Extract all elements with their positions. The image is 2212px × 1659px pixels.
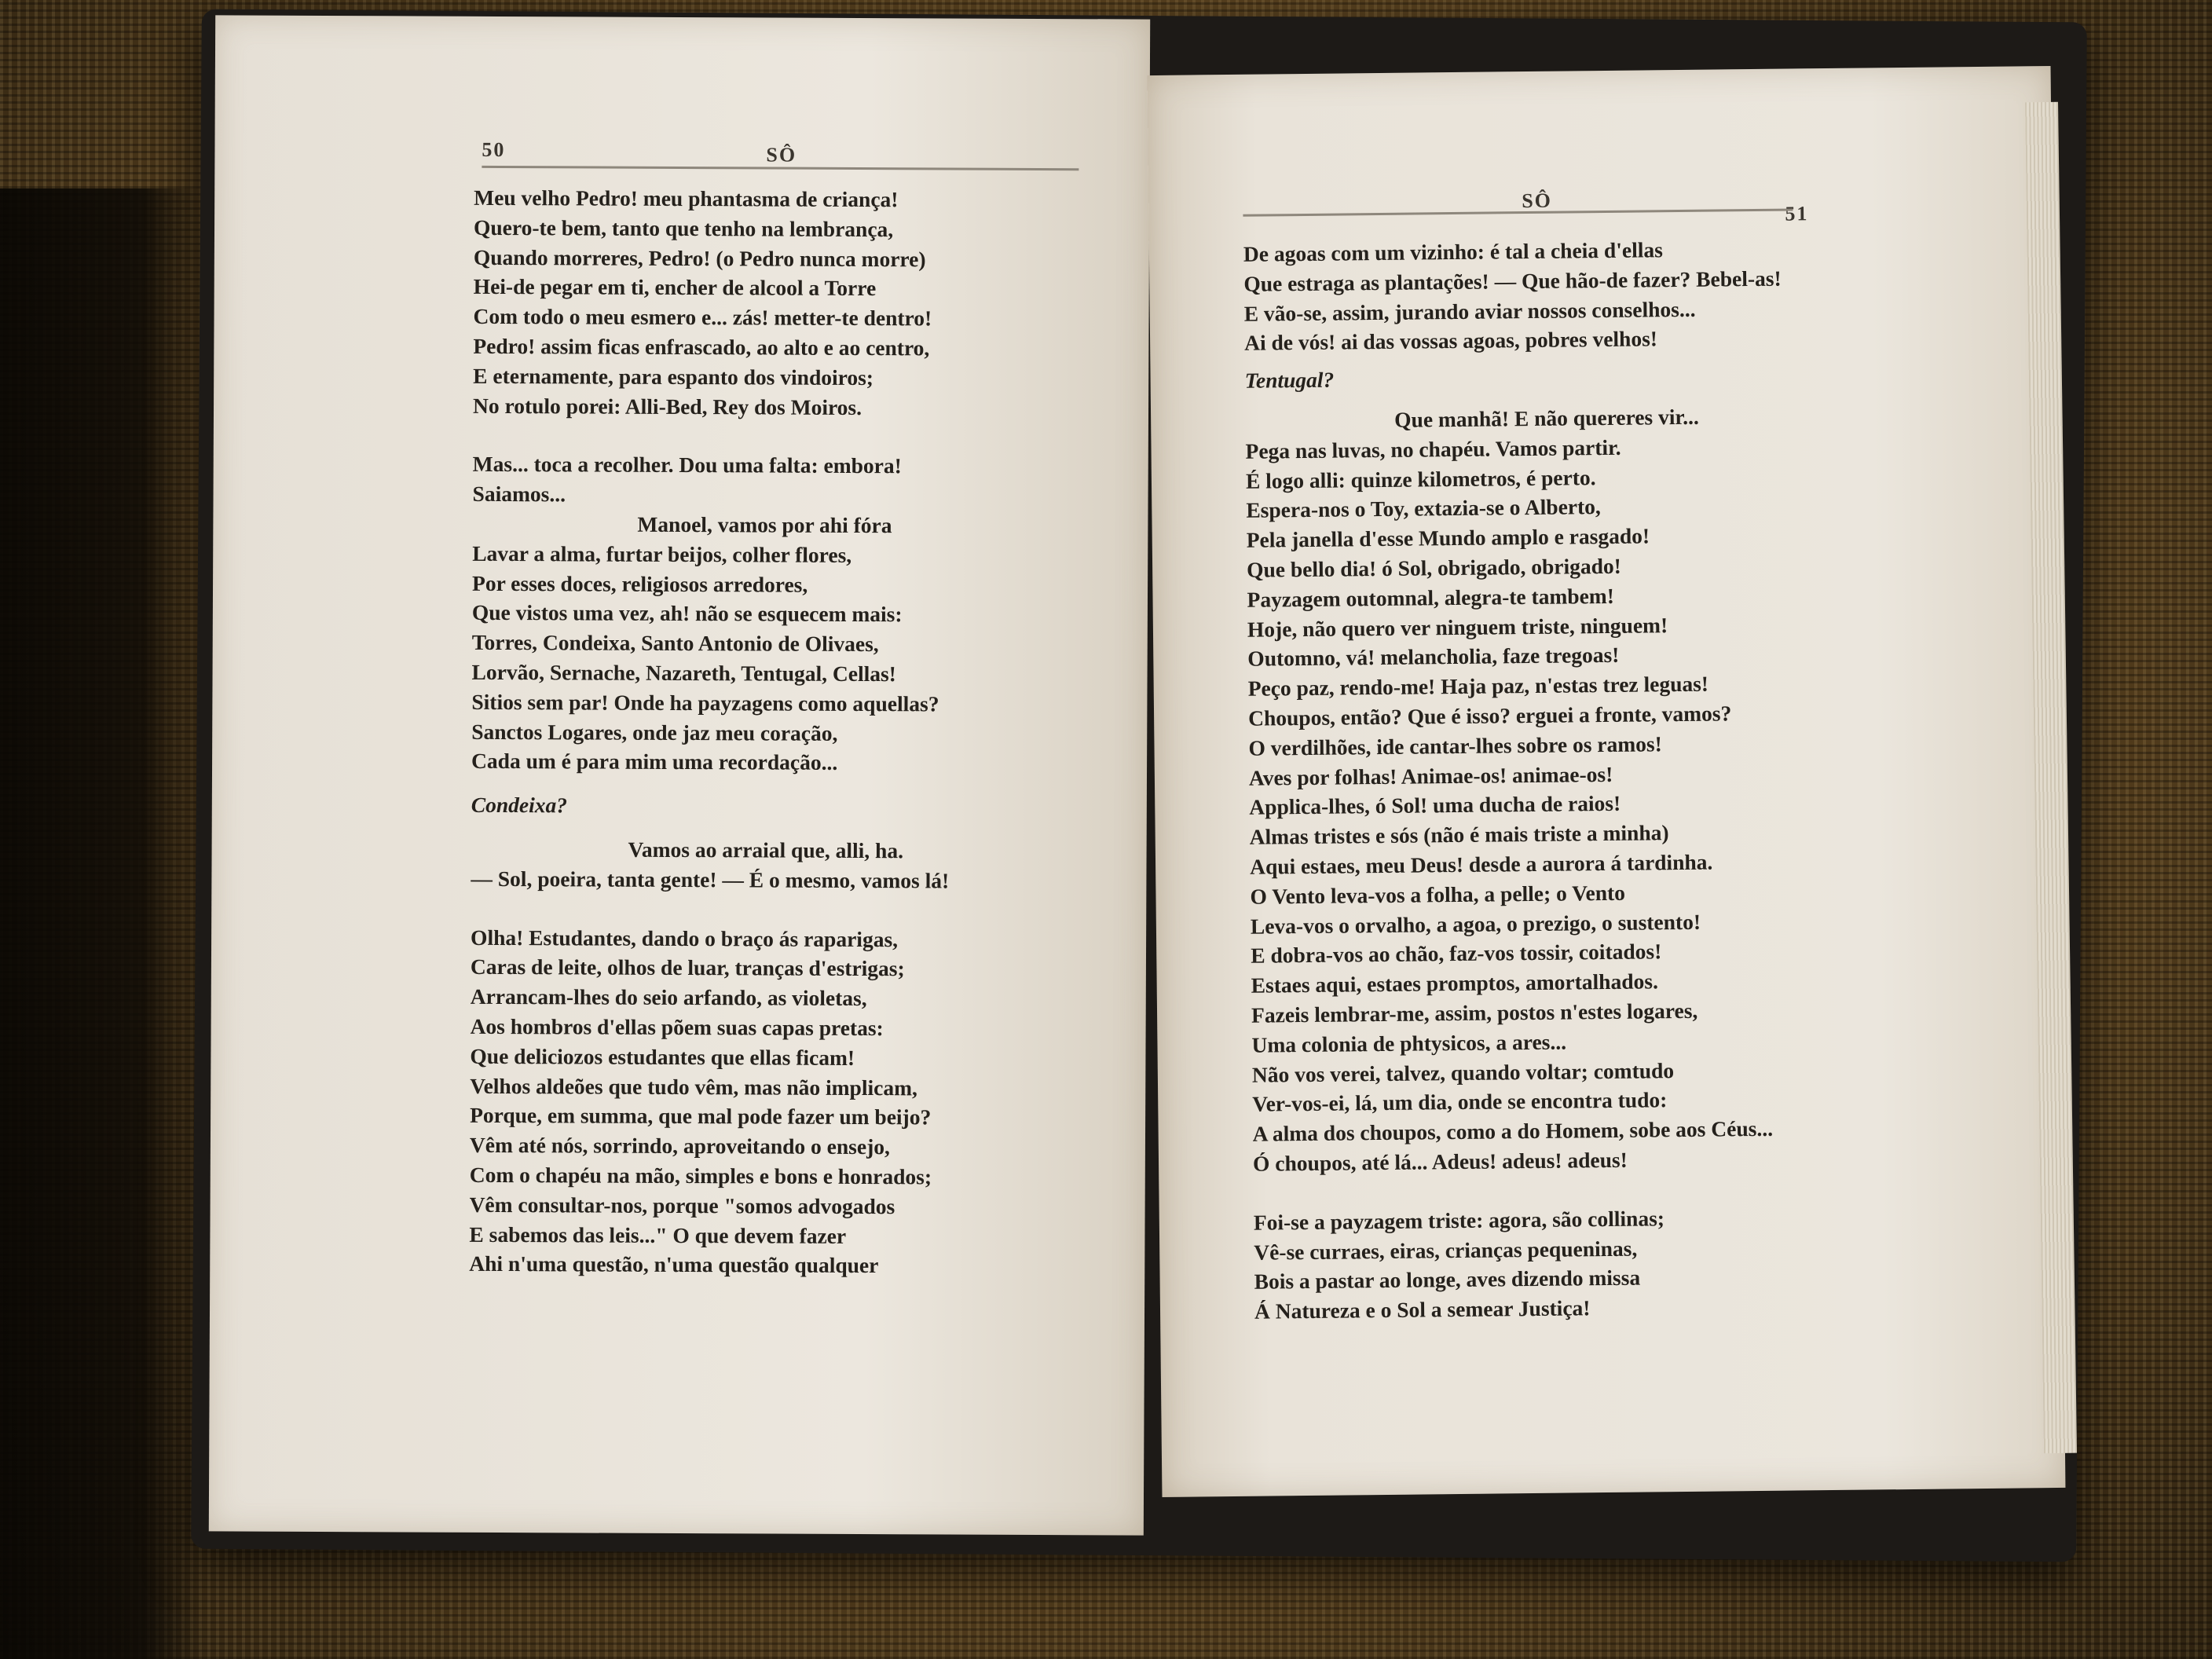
verse-line: Cada um é para mim uma recordação... — [471, 749, 838, 775]
verse-line: Ahi n'uma questão, n'uma questão qualquer — [469, 1251, 879, 1278]
verse-line: E eternamente, para espanto dos vindoiros; — [473, 363, 874, 390]
verse-line: Fazeis lembrar-me, assim, postos n'estes logares, — [1251, 998, 1698, 1027]
verse-line: No rotulo porei: Alli-Bed, Rey dos Moiros. — [472, 393, 862, 419]
verse-line: Com o chapéu na mão, simples e bons e honrados; — [469, 1162, 932, 1189]
verse-line: Que vistos uma vez, ah! não se esquecem mais: — [471, 600, 903, 627]
verse-line: Pega nas luvas, no chapéu. Vamos partir. — [1245, 434, 1621, 463]
verse-line: Torres, Condeixa, Santo Antonio de Olivaes, — [471, 630, 879, 657]
verse-line: Vêm consultar-nos, porque "somos advogados — [469, 1192, 895, 1218]
right-text — [1243, 231, 2040, 1326]
verse-line: Lavar a alma, furtar beijos, colher flores, — [472, 540, 852, 567]
verse-line: E dobra-vos ao chão, faz-vos tossir, coitados! — [1251, 939, 1662, 969]
verse-line: Outomno, vá! melancholia, faze tregoas! — [1247, 643, 1620, 672]
verse-line: Que deliciozos estudantes que ellas ficam! — [470, 1043, 855, 1070]
verse-line: Hei-de pegar em ti, encher de alcool a Torre — [473, 274, 877, 301]
verse-line: Foi-se a payzagem triste: agora, são collinas; — [1253, 1205, 1665, 1235]
verse-line: Vamos ao arraial que, alli, ha. — [628, 837, 904, 863]
verse-line: Sanctos Logares, onde jaz meu coração, — [471, 719, 838, 745]
verse-line: Não vos verei, talvez, quando voltar; comtudo — [1251, 1057, 1675, 1087]
verse-line: Porque, em summa, que mal pode fazer um beijo? — [470, 1103, 932, 1130]
running-head-left: SÔ — [766, 143, 797, 167]
verse-line: Payzagem outomnal, alegra-te tambem! — [1247, 583, 1615, 612]
section-title: Condeixa? — [471, 792, 568, 818]
left-text — [469, 183, 1126, 1282]
verse-line: É logo alli: quinze kilometros, é perto. — [1245, 464, 1596, 493]
verse-line: A alma dos choupos, como a do Homem, sobe aos Céus... — [1252, 1115, 1774, 1146]
verse-line: — Sol, poeira, tanta gente! — É o mesmo, vamos lá! — [471, 866, 950, 893]
verse-line: Que estraga as plantações! — Que hão-de fazer? Bebel-as! — [1243, 266, 1782, 296]
verse-line: Meu velho Pedro! meu phantasma de criança! — [474, 185, 899, 212]
verse-line: Com todo o meu esmero e... zás! metter-te dentro! — [473, 304, 932, 331]
table-shadow — [0, 189, 204, 1659]
section-title: Tentugal? — [1244, 367, 1335, 393]
verse-line: Ver-vos-ei, lá, um dia, onde se encontra tudo: — [1252, 1087, 1668, 1117]
verse-line: Caras de leite, olhos de luar, tranças d'estrigas; — [470, 954, 905, 981]
verse-line: Vêm até nós, sorrindo, aproveitando o ensejo, — [469, 1132, 890, 1159]
verse-line: Lorvão, Sernache, Nazareth, Tentugal, Cellas! — [471, 659, 896, 687]
running-head-right: SÔ — [1522, 189, 1553, 213]
verse-line: Vê-se curraes, eiras, crianças pequeninas, — [1254, 1236, 1638, 1265]
verse-line: Quero-te bem, tanto que tenho na lembrança, — [473, 214, 894, 241]
verse-line: Espera-nos o Toy, extazia-se o Alberto, — [1246, 494, 1601, 523]
verse-line: Sitios sem par! Onde ha payzagens como aquellas? — [471, 689, 939, 716]
verse-line: Velhos aldeões que tudo vêm, mas não implicam, — [470, 1073, 917, 1100]
verse-line: Uma colonia de phtysicos, a ares... — [1251, 1029, 1567, 1057]
left-page — [209, 15, 1150, 1535]
verse-line: Choupos, então? Que é isso? erguei a fronte, vamos? — [1247, 701, 1732, 731]
verse-line: Bois a pastar ao longe, aves dizendo missa — [1254, 1265, 1641, 1295]
verse-line: Quando morreres, Pedro! (o Pedro nunca morre) — [473, 244, 926, 271]
verse-line: Que bello dia! ó Sol, obrigado, obrigado! — [1246, 553, 1622, 582]
stanza-break — [471, 893, 1122, 925]
verse-line: Mas... toca a recolher. Dou uma falta: embora! — [472, 452, 902, 478]
verse-line: Á Natureza e o Sol a semear Justiça! — [1254, 1295, 1591, 1324]
stanza-break — [473, 420, 1125, 452]
header-rule-left — [482, 166, 1079, 170]
verse-line: Pela janella d'esse Mundo amplo e rasgado! — [1246, 523, 1650, 552]
verse-line: Estaes aqui, estaes promptos, amortalhados. — [1251, 969, 1659, 998]
verse-line: Que manhã! E não quereres vir... — [1393, 404, 1699, 432]
page-number-left: 50 — [482, 137, 506, 162]
verse-line: Hoje, não quero ver ninguem triste, ninguem! — [1247, 612, 1668, 642]
verse-line: E vão-se, assim, jurando aviar nossos conselhos... — [1243, 296, 1696, 326]
header-rule-right — [1243, 208, 1793, 216]
verse-line: Almas tristes e sós (não é mais triste a minha) — [1249, 820, 1669, 849]
verse-line: O verdilhões, ide cantar-lhes sobre os ramos! — [1248, 731, 1662, 760]
verse-line: Ó choupos, até lá... Adeus! adeus! adeus! — [1252, 1147, 1628, 1176]
verse-line: Arrancam-lhes do seio arfando, as violetas, — [470, 983, 867, 1011]
page-number-right: 51 — [1785, 202, 1809, 225]
verse-line: Ai de vós! ai das vossas agoas, pobres velhos! — [1243, 326, 1658, 356]
verse-line: Aqui estaes, meu Deus! desde a aurora á tardinha. — [1249, 849, 1713, 879]
verse-line: Pedro! assim ficas enfrascado, ao alto e ao centro, — [473, 333, 930, 361]
right-page — [1148, 66, 2066, 1497]
verse-line: E sabemos das leis..." O que devem fazer — [469, 1221, 847, 1248]
verse-line: De agoas com um vizinho: é tal a cheia d'ellas — [1243, 237, 1663, 266]
verse-line: Saiamos... — [472, 482, 566, 507]
verse-line: Applica-lhes, ó Sol! uma ducha de raios! — [1249, 791, 1621, 820]
verse-line: Aos hombros d'ellas põem suas capas pretas: — [470, 1013, 884, 1041]
verse-line: Manoel, vamos por ahi fóra — [637, 511, 892, 538]
verse-line: Leva-vos o orvalho, a agoa, o prezigo, o sustento! — [1250, 909, 1701, 939]
verse-line: Peço paz, rendo-me! Haja paz, n'estas trez leguas! — [1247, 671, 1709, 701]
verse-line: Olha! Estudantes, dando o braço ás raparigas, — [471, 925, 899, 951]
verse-line: Por esses doces, religiosos arredores, — [471, 570, 808, 597]
verse-line: O Vento leva-vos a folha, a pelle; o Vento — [1250, 880, 1626, 909]
verse-line: Aves por folhas! Animae-os! animae-os! — [1248, 761, 1613, 790]
